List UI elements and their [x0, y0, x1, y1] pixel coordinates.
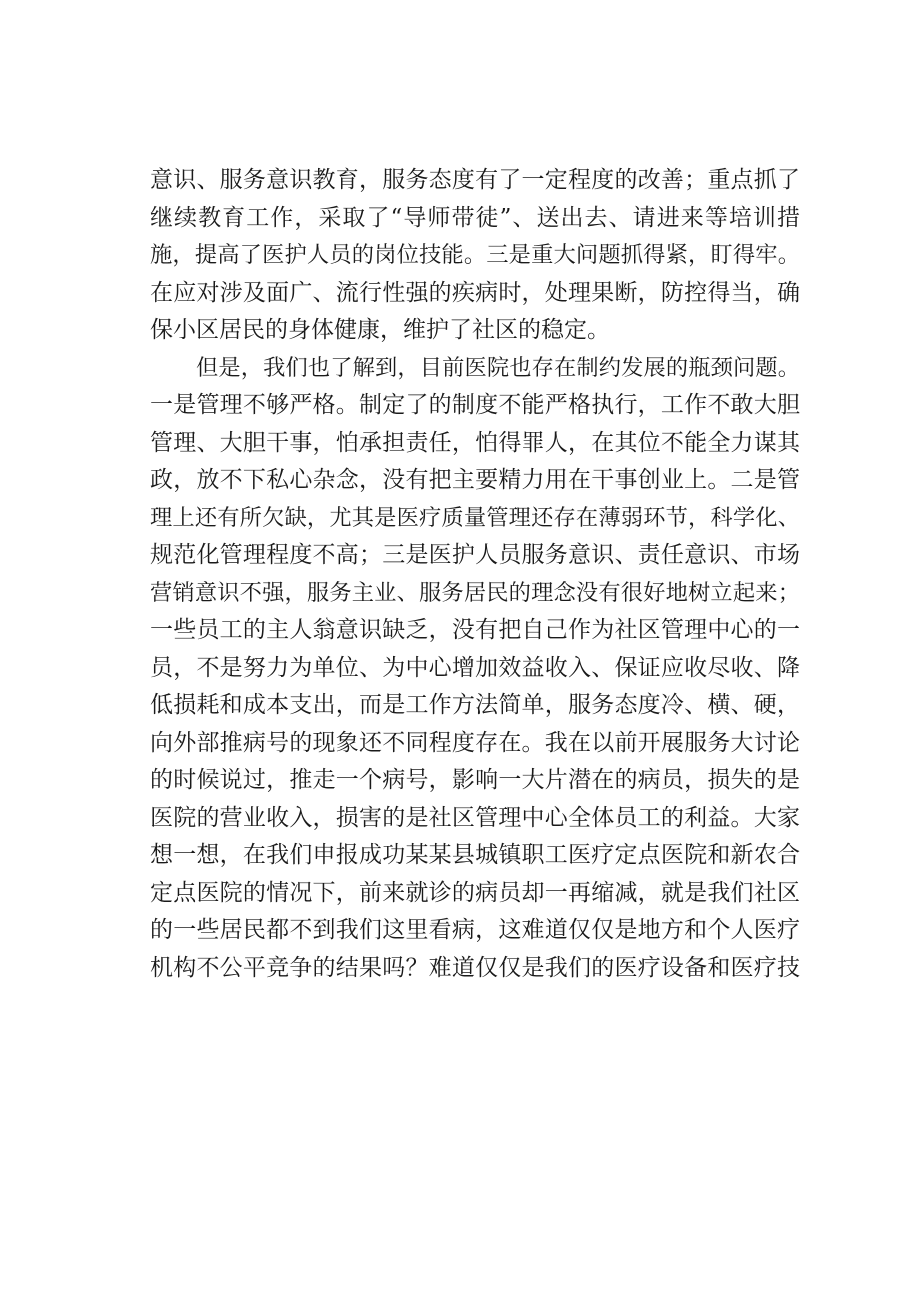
- text-line: 低损耗和成本支出，而是工作方法简单，服务态度冷、横、硬，: [150, 692, 800, 718]
- text-line: 继续教育工作，采取了“导师带徒”、送出去、请进来等培训措: [150, 204, 800, 231]
- text-line: 一是管理不够严格。制定了的制度不能严格执行，工作不敢大胆: [150, 392, 800, 418]
- text-line: 规范化管理程度不高；三是医护人员服务意识、责任意识、市场: [150, 542, 800, 568]
- text-line: 政，放不下私心杂念，没有把主要精力用在干事创业上。二是管: [150, 467, 800, 493]
- text-line: 意识、服务意识教育，服务态度有了一定程度的改善；重点抓了: [150, 167, 800, 193]
- text-line: 想一想，在我们申报成功某某县城镇职工医疗定点医院和新农合: [150, 842, 800, 868]
- text-line: 施，提高了医护人员的岗位技能。三是重大问题抓得紧，盯得牢。: [150, 242, 800, 268]
- text-line: 一些员工的主人翁意识缺乏，没有把自己作为社区管理中心的一: [150, 617, 800, 643]
- text-line: 理上还有所欠缺，尤其是医疗质量管理还存在薄弱环节，科学化、: [150, 504, 800, 531]
- text-line: 员，不是努力为单位、为中心增加效益收入、保证应收尽收、降: [150, 654, 800, 681]
- text-line: 在应对涉及面广、流行性强的疾病时，处理果断，防控得当，确: [150, 279, 800, 306]
- text-line: 但是，我们也了解到，目前医院也存在制约发展的瓶颈问题。: [196, 354, 800, 381]
- text-line: 医院的营业收入，损害的是社区管理中心全体员工的利益。大家: [150, 804, 800, 831]
- paragraph-2: [150, 350, 800, 988]
- text-line: 营销意识不强，服务主业、服务居民的理念没有很好地树立起来；: [150, 579, 800, 606]
- text-line: 机构不公平竞争的结果吗？难道仅仅是我们的医疗设备和医疗技: [150, 954, 800, 981]
- text-line: 向外部推病号的现象还不同程度存在。我在以前开展服务大讨论: [150, 729, 800, 756]
- text-line: 的时候说过，推走一个病号，影响一大片潜在的病员，损失的是: [150, 767, 800, 793]
- text-line: 管理、大胆干事，怕承担责任，怕得罪人，在其位不能全力谋其: [150, 429, 800, 456]
- text-line: 的一些居民都不到我们这里看病，这难道仅仅是地方和个人医疗: [150, 917, 800, 943]
- document-body: [150, 162, 800, 987]
- paragraph-1: [150, 162, 800, 350]
- text-line: 定点医院的情况下，前来就诊的病员却一再缩减，就是我们社区: [150, 879, 800, 906]
- text-line: 保小区居民的身体健康，维护了社区的稳定。: [150, 317, 610, 343]
